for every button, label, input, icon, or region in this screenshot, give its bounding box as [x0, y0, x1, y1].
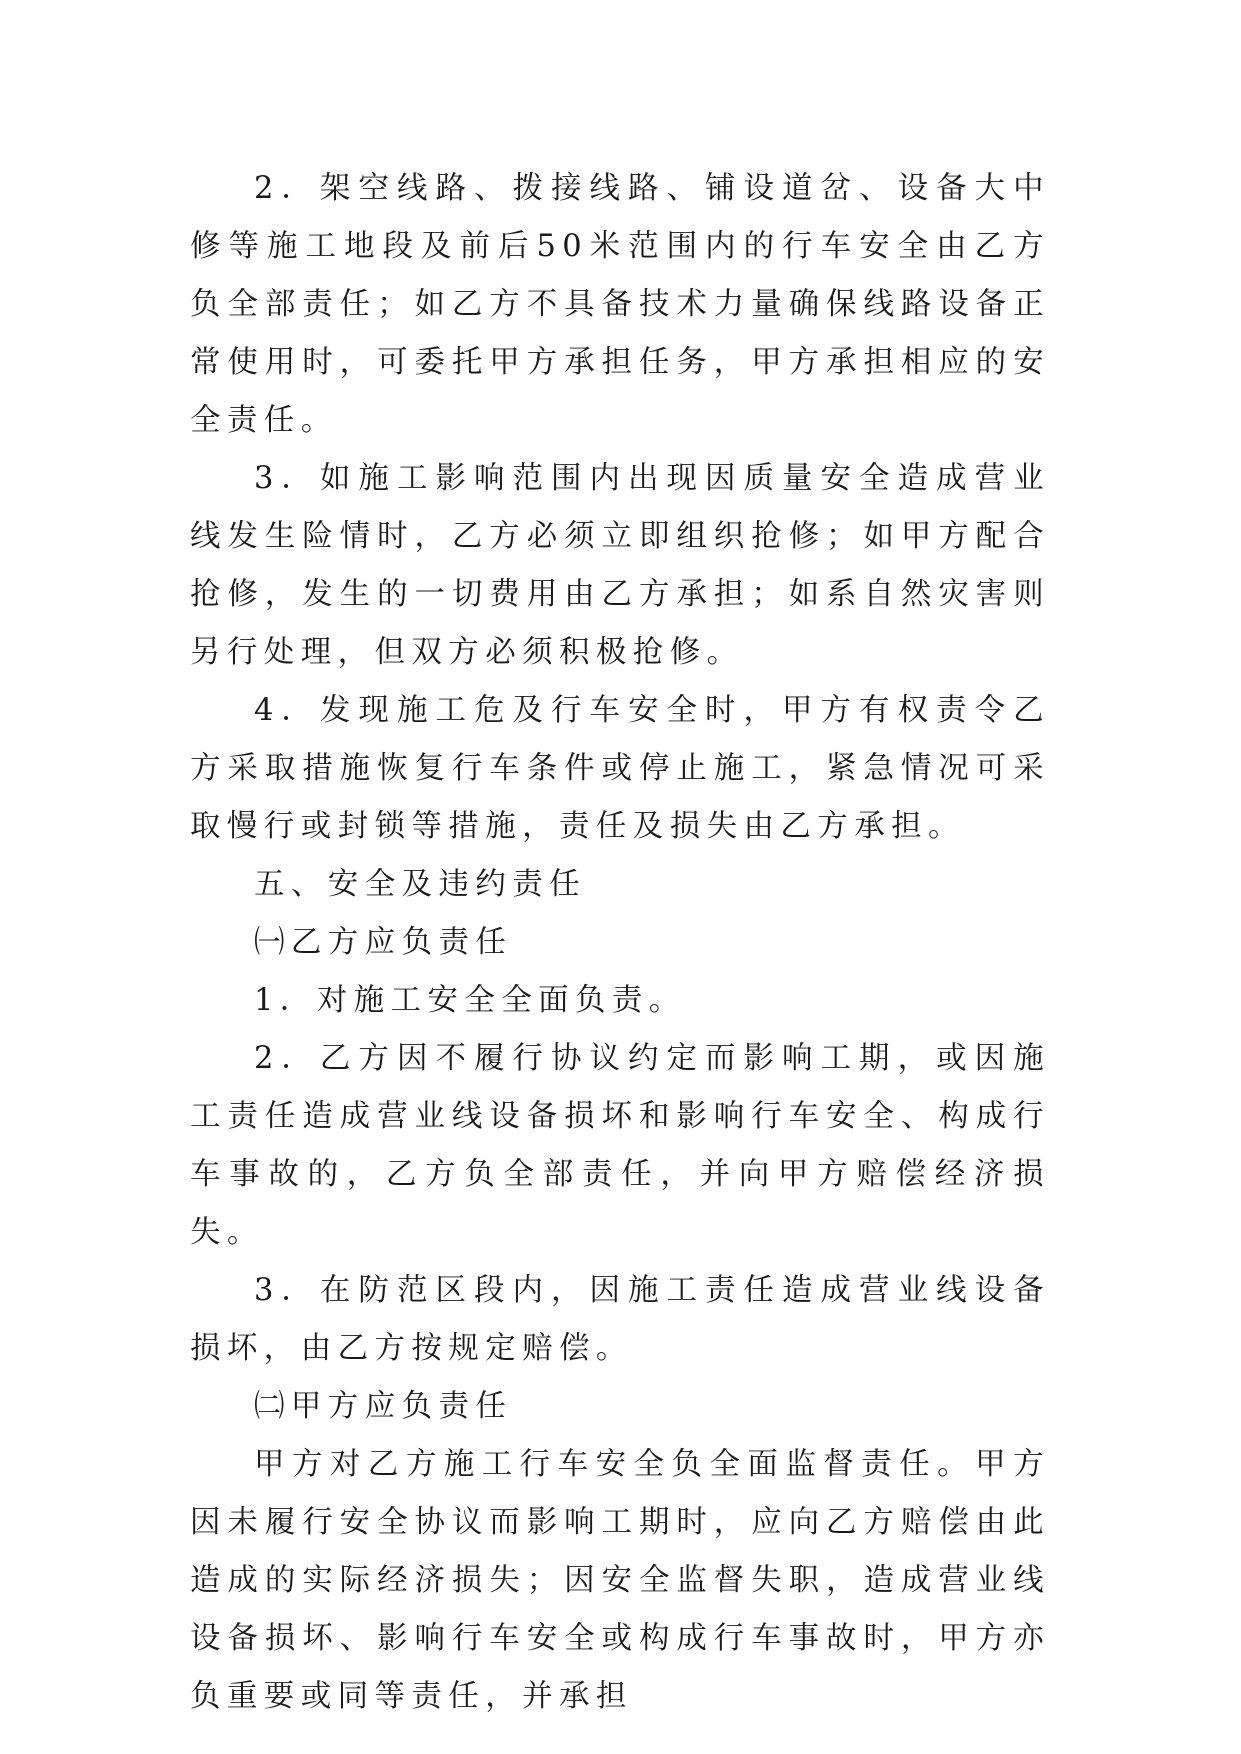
- paragraph-item-3: 3．在防范区段内，因施工责任造成营业线设备损坏，由乙方按规定赔偿。: [190, 1273, 1050, 1366]
- paragraph-clause-2: 2．架空线路、拨接线路、铺设道岔、设备大中修等施工地段及前后50米范围内的行车安全由乙方负全部责任；如乙方不具备技术力量确保线路设备正常使用时，可委托甲方承担任务，甲方承担相应的安全责任。: [190, 171, 1050, 438]
- paragraph-item-2: 2．乙方因不履行协议约定而影响工期，或因施工责任造成营业线设备损坏和影响行车安全、构成行车事故的，乙方负全部责任，并向甲方赔偿经济损失。: [190, 1041, 1050, 1250]
- document-body: [190, 160, 1050, 1726]
- subsection-heading-1: ㈠乙方应负责任: [254, 925, 513, 960]
- section-heading-5: 五、安全及违约责任: [254, 867, 587, 902]
- paragraph-party-a-duty: 甲方对乙方施工行车安全负全面监督责任。甲方因未履行安全协议而影响工期时，应向乙方赔偿由此造成的实际经济损失；因安全监督失职，造成营业线设备损坏、影响行车安全或构成行车事故时，甲方亦负重要或同等责任，并承担: [190, 1447, 1050, 1714]
- paragraph-clause-4: 4．发现施工危及行车安全时，甲方有权责令乙方采取措施恢复行车条件或停止施工，紧急情况可采取慢行或封锁等措施，责任及损失由乙方承担。: [190, 693, 1050, 844]
- paragraph-clause-3: 3．如施工影响范围内出现因质量安全造成营业线发生险情时，乙方必须立即组织抢修；如甲方配合抢修，发生的一切费用由乙方承担；如系自然灾害则另行处理，但双方必须积极抢修。: [190, 461, 1050, 670]
- subsection-heading-2: ㈡甲方应负责任: [254, 1389, 513, 1424]
- paragraph-item-1: 1．对施工安全全面负责。: [254, 983, 686, 1018]
